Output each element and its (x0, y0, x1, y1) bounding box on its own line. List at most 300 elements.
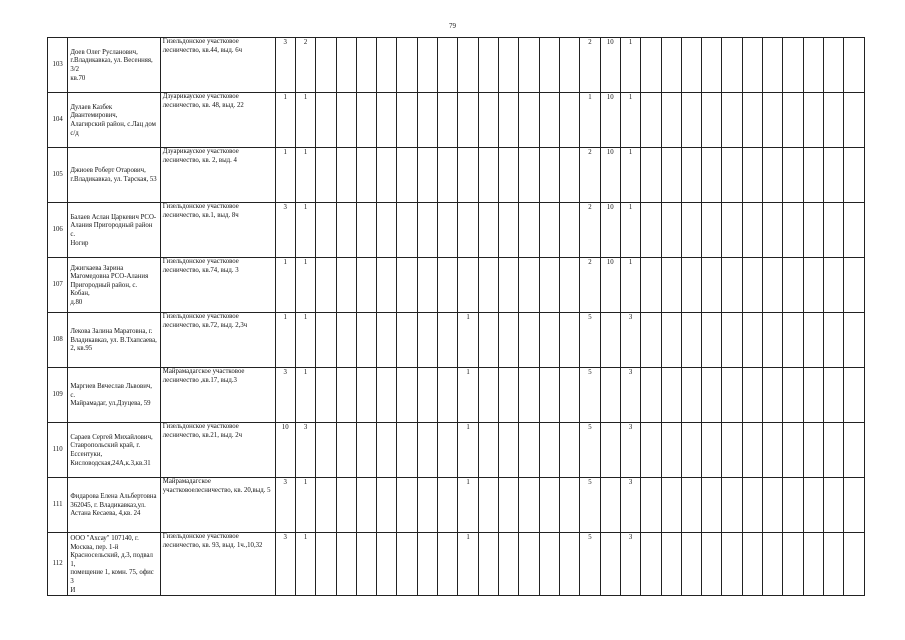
value-cell (478, 93, 498, 148)
value-cell (742, 368, 762, 423)
value-cell (438, 313, 458, 368)
value-cell (559, 423, 579, 478)
value-cell (702, 148, 722, 203)
value-cell (742, 38, 762, 93)
value-cell: 10 (275, 423, 295, 478)
value-cell (336, 38, 356, 93)
table-row (48, 478, 865, 533)
value-cell: 1 (295, 533, 315, 596)
register-table (47, 37, 865, 596)
value-cell (763, 38, 783, 93)
location-cell: Гизельдонское участковое лесничество, кв.74, выд. 3 (160, 258, 275, 313)
value-cell: 1 (620, 38, 640, 93)
value-cell (458, 38, 478, 93)
value-cell (681, 203, 701, 258)
value-cell (377, 258, 397, 313)
value-cell (438, 93, 458, 148)
value-cell (356, 258, 376, 313)
value-cell (478, 258, 498, 313)
value-cell (600, 313, 620, 368)
value-cell (641, 313, 661, 368)
value-cell (844, 423, 865, 478)
value-cell: 1 (275, 313, 295, 368)
value-cell (499, 313, 519, 368)
value-cell (702, 368, 722, 423)
row-number: 112 (48, 533, 68, 596)
value-cell (722, 423, 742, 478)
value-cell (316, 258, 336, 313)
value-cell (844, 533, 865, 596)
value-cell (438, 533, 458, 596)
value-cell (499, 423, 519, 478)
value-cell (377, 368, 397, 423)
value-cell (519, 423, 539, 478)
value-cell (356, 313, 376, 368)
value-cell (681, 38, 701, 93)
value-cell (600, 368, 620, 423)
row-number: 103 (48, 38, 68, 93)
location-cell: Майрамадагское участковое лесничество ,кв.17, выд.3 (160, 368, 275, 423)
value-cell (681, 258, 701, 313)
value-cell (661, 533, 681, 596)
value-cell (661, 478, 681, 533)
value-cell (824, 148, 844, 203)
value-cell (499, 533, 519, 596)
value-cell (803, 533, 823, 596)
value-cell: 10 (600, 203, 620, 258)
value-cell: 2 (580, 148, 600, 203)
table-row (48, 423, 865, 478)
value-cell (356, 38, 376, 93)
value-cell (397, 148, 417, 203)
value-cell (681, 533, 701, 596)
value-cell (783, 148, 803, 203)
value-cell: 1 (295, 368, 315, 423)
table-row (48, 93, 865, 148)
location-cell: Дзуарикауское участковое лесничество, кв. 2, выд. 4 (160, 148, 275, 203)
value-cell (641, 148, 661, 203)
owner-line: Ставропольский край, г. (70, 442, 141, 450)
value-cell (336, 533, 356, 596)
value-cell: 1 (620, 258, 640, 313)
table-row (48, 258, 865, 313)
value-cell (803, 368, 823, 423)
value-cell: 1 (295, 93, 315, 148)
owner-line: Майрамадаг, ул.Дзуцева, 59 (70, 400, 151, 408)
value-cell (539, 313, 559, 368)
location-cell: Майрамадагское участковоелесничество, кв. 20,выд. 5 (160, 478, 275, 533)
value-cell: 1 (580, 93, 600, 148)
owner-cell (68, 148, 160, 203)
value-cell (763, 423, 783, 478)
value-cell (336, 368, 356, 423)
value-cell (397, 38, 417, 93)
value-cell (316, 533, 336, 596)
value-cell (397, 478, 417, 533)
value-cell: 3 (620, 423, 640, 478)
owner-line: Ногир (70, 239, 89, 247)
owner-line: Кисловодская,24А,к.3,кв.31 (70, 459, 151, 467)
value-cell: 1 (620, 93, 640, 148)
value-cell (316, 313, 336, 368)
value-cell (763, 478, 783, 533)
value-cell (641, 423, 661, 478)
value-cell (824, 93, 844, 148)
owner-line: г.Владикавказ, ул. Весенняя, 3/2 (70, 57, 153, 73)
value-cell (478, 38, 498, 93)
value-cell (702, 38, 722, 93)
value-cell (824, 423, 844, 478)
value-cell: 3 (295, 423, 315, 478)
value-cell (824, 203, 844, 258)
value-cell (417, 258, 437, 313)
owner-line: Маргиев Вячеслав Львович, с. (70, 383, 152, 399)
value-cell (377, 313, 397, 368)
value-cell: 5 (580, 368, 600, 423)
value-cell (600, 478, 620, 533)
value-cell (499, 148, 519, 203)
owner-cell (68, 423, 160, 478)
value-cell (559, 203, 579, 258)
value-cell (559, 38, 579, 93)
value-cell (458, 258, 478, 313)
value-cell (458, 203, 478, 258)
value-cell (641, 478, 661, 533)
value-cell (377, 423, 397, 478)
value-cell (641, 38, 661, 93)
table-row (48, 533, 865, 596)
value-cell (803, 203, 823, 258)
value-cell (783, 478, 803, 533)
value-cell (478, 368, 498, 423)
value-cell (356, 423, 376, 478)
value-cell (478, 533, 498, 596)
value-cell (336, 258, 356, 313)
value-cell (661, 148, 681, 203)
value-cell (600, 423, 620, 478)
value-cell (519, 313, 539, 368)
value-cell (844, 148, 865, 203)
owner-line: Джиоев Роберт Отарович, (70, 167, 146, 175)
value-cell (742, 423, 762, 478)
owner-line: Алагирский район, с.Лац дом (70, 121, 156, 128)
row-number: 110 (48, 423, 68, 478)
value-cell (681, 423, 701, 478)
location-cell: Гизельдонское участковое лесничество, кв.1, выд. 8ч (160, 203, 275, 258)
owner-line: 362045, г. Владикавказ,ул. (70, 501, 146, 509)
value-cell (783, 368, 803, 423)
value-cell (824, 533, 844, 596)
value-cell (641, 533, 661, 596)
value-cell (316, 148, 336, 203)
location-cell: Дзуарикауское участковое лесничество, кв. 48, выд. 22 (160, 93, 275, 148)
value-cell: 1 (295, 148, 315, 203)
value-cell (661, 423, 681, 478)
value-cell (742, 313, 762, 368)
value-cell (438, 148, 458, 203)
value-cell (336, 423, 356, 478)
value-cell (559, 368, 579, 423)
value-cell (824, 368, 844, 423)
value-cell (438, 203, 458, 258)
value-cell (499, 93, 519, 148)
value-cell: 3 (275, 478, 295, 533)
value-cell: 3 (620, 478, 640, 533)
value-cell (803, 38, 823, 93)
owner-line: Балаев Аслан Царкевич РСО- (70, 213, 157, 221)
table-row (48, 203, 865, 258)
value-cell (641, 203, 661, 258)
value-cell (844, 313, 865, 368)
value-cell (377, 148, 397, 203)
value-cell (316, 368, 336, 423)
value-cell (356, 478, 376, 533)
value-cell (844, 478, 865, 533)
table-row (48, 148, 865, 203)
value-cell: 1 (458, 423, 478, 478)
value-cell: 10 (600, 38, 620, 93)
value-cell (763, 93, 783, 148)
value-cell (803, 478, 823, 533)
value-cell (702, 423, 722, 478)
value-cell (336, 148, 356, 203)
value-cell (763, 203, 783, 258)
table-row (48, 38, 865, 93)
value-cell (844, 38, 865, 93)
value-cell (417, 313, 437, 368)
value-cell (722, 93, 742, 148)
value-cell (539, 258, 559, 313)
row-number: 106 (48, 203, 68, 258)
owner-line: 2, кв.95 (70, 345, 93, 353)
owner-cell (68, 313, 160, 368)
value-cell (681, 148, 701, 203)
value-cell: 1 (275, 148, 295, 203)
owner-cell (68, 93, 160, 148)
value-cell (356, 93, 376, 148)
value-cell (803, 423, 823, 478)
value-cell (336, 313, 356, 368)
value-cell (783, 533, 803, 596)
value-cell (417, 423, 437, 478)
row-number: 111 (48, 478, 68, 533)
owner-cell (68, 38, 160, 93)
value-cell (539, 148, 559, 203)
value-cell (438, 38, 458, 93)
owner-line: Красносельский, д.3, подвал 1, (70, 552, 153, 568)
value-cell: 5 (580, 478, 600, 533)
value-cell (478, 478, 498, 533)
value-cell (763, 148, 783, 203)
value-cell (417, 533, 437, 596)
owner-line: Москва, пер. 1-й (70, 543, 119, 551)
value-cell (824, 313, 844, 368)
value-cell (397, 533, 417, 596)
owner-line: г.Владикавказ, ул. Тарская, 53 (70, 176, 157, 183)
value-cell (722, 368, 742, 423)
owner-line: с/д (70, 129, 79, 137)
value-cell (742, 148, 762, 203)
owner-line: кв.70 (70, 74, 86, 82)
owner-cell (68, 533, 160, 596)
location-cell: Гизельдонское участковое лесничество, кв.72, выд. 2,3ч (160, 313, 275, 368)
value-cell (519, 258, 539, 313)
owner-line: Пригородный район, с. Кобан, (70, 281, 138, 298)
value-cell: 3 (275, 533, 295, 596)
owner-line: Джигкаева Зарина (70, 264, 124, 272)
value-cell (763, 533, 783, 596)
value-cell (641, 368, 661, 423)
value-cell (641, 93, 661, 148)
value-cell (316, 38, 336, 93)
value-cell: 3 (275, 368, 295, 423)
value-cell (803, 258, 823, 313)
value-cell (763, 368, 783, 423)
value-cell (356, 368, 376, 423)
value-cell (803, 313, 823, 368)
value-cell: 1 (458, 368, 478, 423)
value-cell (742, 203, 762, 258)
value-cell: 2 (580, 38, 600, 93)
value-cell (824, 38, 844, 93)
owner-line: Ессентуки, (70, 451, 103, 458)
owner-line: Доев Олег Русланович, (70, 48, 138, 56)
value-cell (722, 38, 742, 93)
row-number: 104 (48, 93, 68, 148)
value-cell (702, 313, 722, 368)
value-cell (783, 313, 803, 368)
value-cell (519, 203, 539, 258)
value-cell: 1 (275, 93, 295, 148)
row-number: 105 (48, 148, 68, 203)
value-cell (377, 478, 397, 533)
value-cell (539, 423, 559, 478)
value-cell (844, 368, 865, 423)
value-cell (702, 533, 722, 596)
value-cell (336, 478, 356, 533)
value-cell (438, 423, 458, 478)
value-cell (783, 93, 803, 148)
value-cell (417, 478, 437, 533)
value-cell (539, 93, 559, 148)
owner-line: И (70, 586, 76, 594)
value-cell (824, 258, 844, 313)
value-cell (661, 258, 681, 313)
value-cell (559, 93, 579, 148)
value-cell: 1 (458, 533, 478, 596)
owner-line: Лекова Залина Маратовна, г. (70, 328, 153, 336)
value-cell (397, 93, 417, 148)
value-cell (681, 93, 701, 148)
value-cell: 1 (295, 258, 315, 313)
value-cell (559, 313, 579, 368)
value-cell (722, 313, 742, 368)
value-cell (397, 368, 417, 423)
table-row (48, 313, 865, 368)
value-cell (803, 93, 823, 148)
value-cell (661, 93, 681, 148)
value-cell (661, 203, 681, 258)
table-row (48, 368, 865, 423)
value-cell (499, 478, 519, 533)
value-cell (397, 258, 417, 313)
value-cell (478, 313, 498, 368)
value-cell (519, 38, 539, 93)
value-cell (377, 203, 397, 258)
value-cell (417, 148, 437, 203)
value-cell (763, 313, 783, 368)
value-cell (478, 148, 498, 203)
row-number: 108 (48, 313, 68, 368)
value-cell (783, 38, 803, 93)
value-cell: 2 (295, 38, 315, 93)
value-cell: 1 (458, 478, 478, 533)
value-cell (499, 368, 519, 423)
value-cell (478, 423, 498, 478)
value-cell (742, 93, 762, 148)
owner-cell (68, 203, 160, 258)
value-cell (397, 313, 417, 368)
owner-cell (68, 258, 160, 313)
value-cell (844, 258, 865, 313)
owner-line: ООО "Ахсау" 107140, г. (70, 535, 139, 542)
value-cell (417, 203, 437, 258)
value-cell: 1 (620, 148, 640, 203)
owner-line: Алания Пригородный район с. (70, 222, 153, 238)
value-cell (722, 203, 742, 258)
owner-cell (68, 478, 160, 533)
value-cell (559, 148, 579, 203)
value-cell (458, 148, 478, 203)
row-number: 109 (48, 368, 68, 423)
value-cell (702, 203, 722, 258)
owner-line: Владикавказ, ул. В.Тхапсаева, (70, 336, 157, 344)
value-cell (824, 478, 844, 533)
value-cell (438, 478, 458, 533)
value-cell (559, 478, 579, 533)
value-cell (417, 368, 437, 423)
value-cell: 3 (275, 203, 295, 258)
value-cell (681, 478, 701, 533)
value-cell (702, 478, 722, 533)
value-cell (539, 203, 559, 258)
value-cell (661, 38, 681, 93)
value-cell (702, 93, 722, 148)
location-cell: Гизельдонское участковое лесничество, кв. 93, выд. 1ч.,10,32 (160, 533, 275, 596)
value-cell (803, 148, 823, 203)
owner-line: Сараев Сергей Михайлович, (70, 433, 153, 441)
location-cell: Гизельдонское участковое лесничество, кв.44, выд. 6ч (160, 38, 275, 93)
value-cell (783, 258, 803, 313)
value-cell (641, 258, 661, 313)
value-cell (783, 423, 803, 478)
value-cell: 5 (580, 533, 600, 596)
owner-line: помещение 1, комн. 75, офис 3 (70, 569, 154, 585)
value-cell: 3 (620, 533, 640, 596)
value-cell (499, 258, 519, 313)
value-cell (417, 93, 437, 148)
value-cell (316, 423, 336, 478)
value-cell: 2 (580, 258, 600, 313)
value-cell (722, 533, 742, 596)
value-cell (681, 368, 701, 423)
value-cell (519, 533, 539, 596)
value-cell (519, 478, 539, 533)
owner-line: Астана Кесаева, 4,кв. 24 (70, 510, 141, 518)
value-cell (478, 203, 498, 258)
value-cell: 5 (580, 313, 600, 368)
owner-cell (68, 368, 160, 423)
